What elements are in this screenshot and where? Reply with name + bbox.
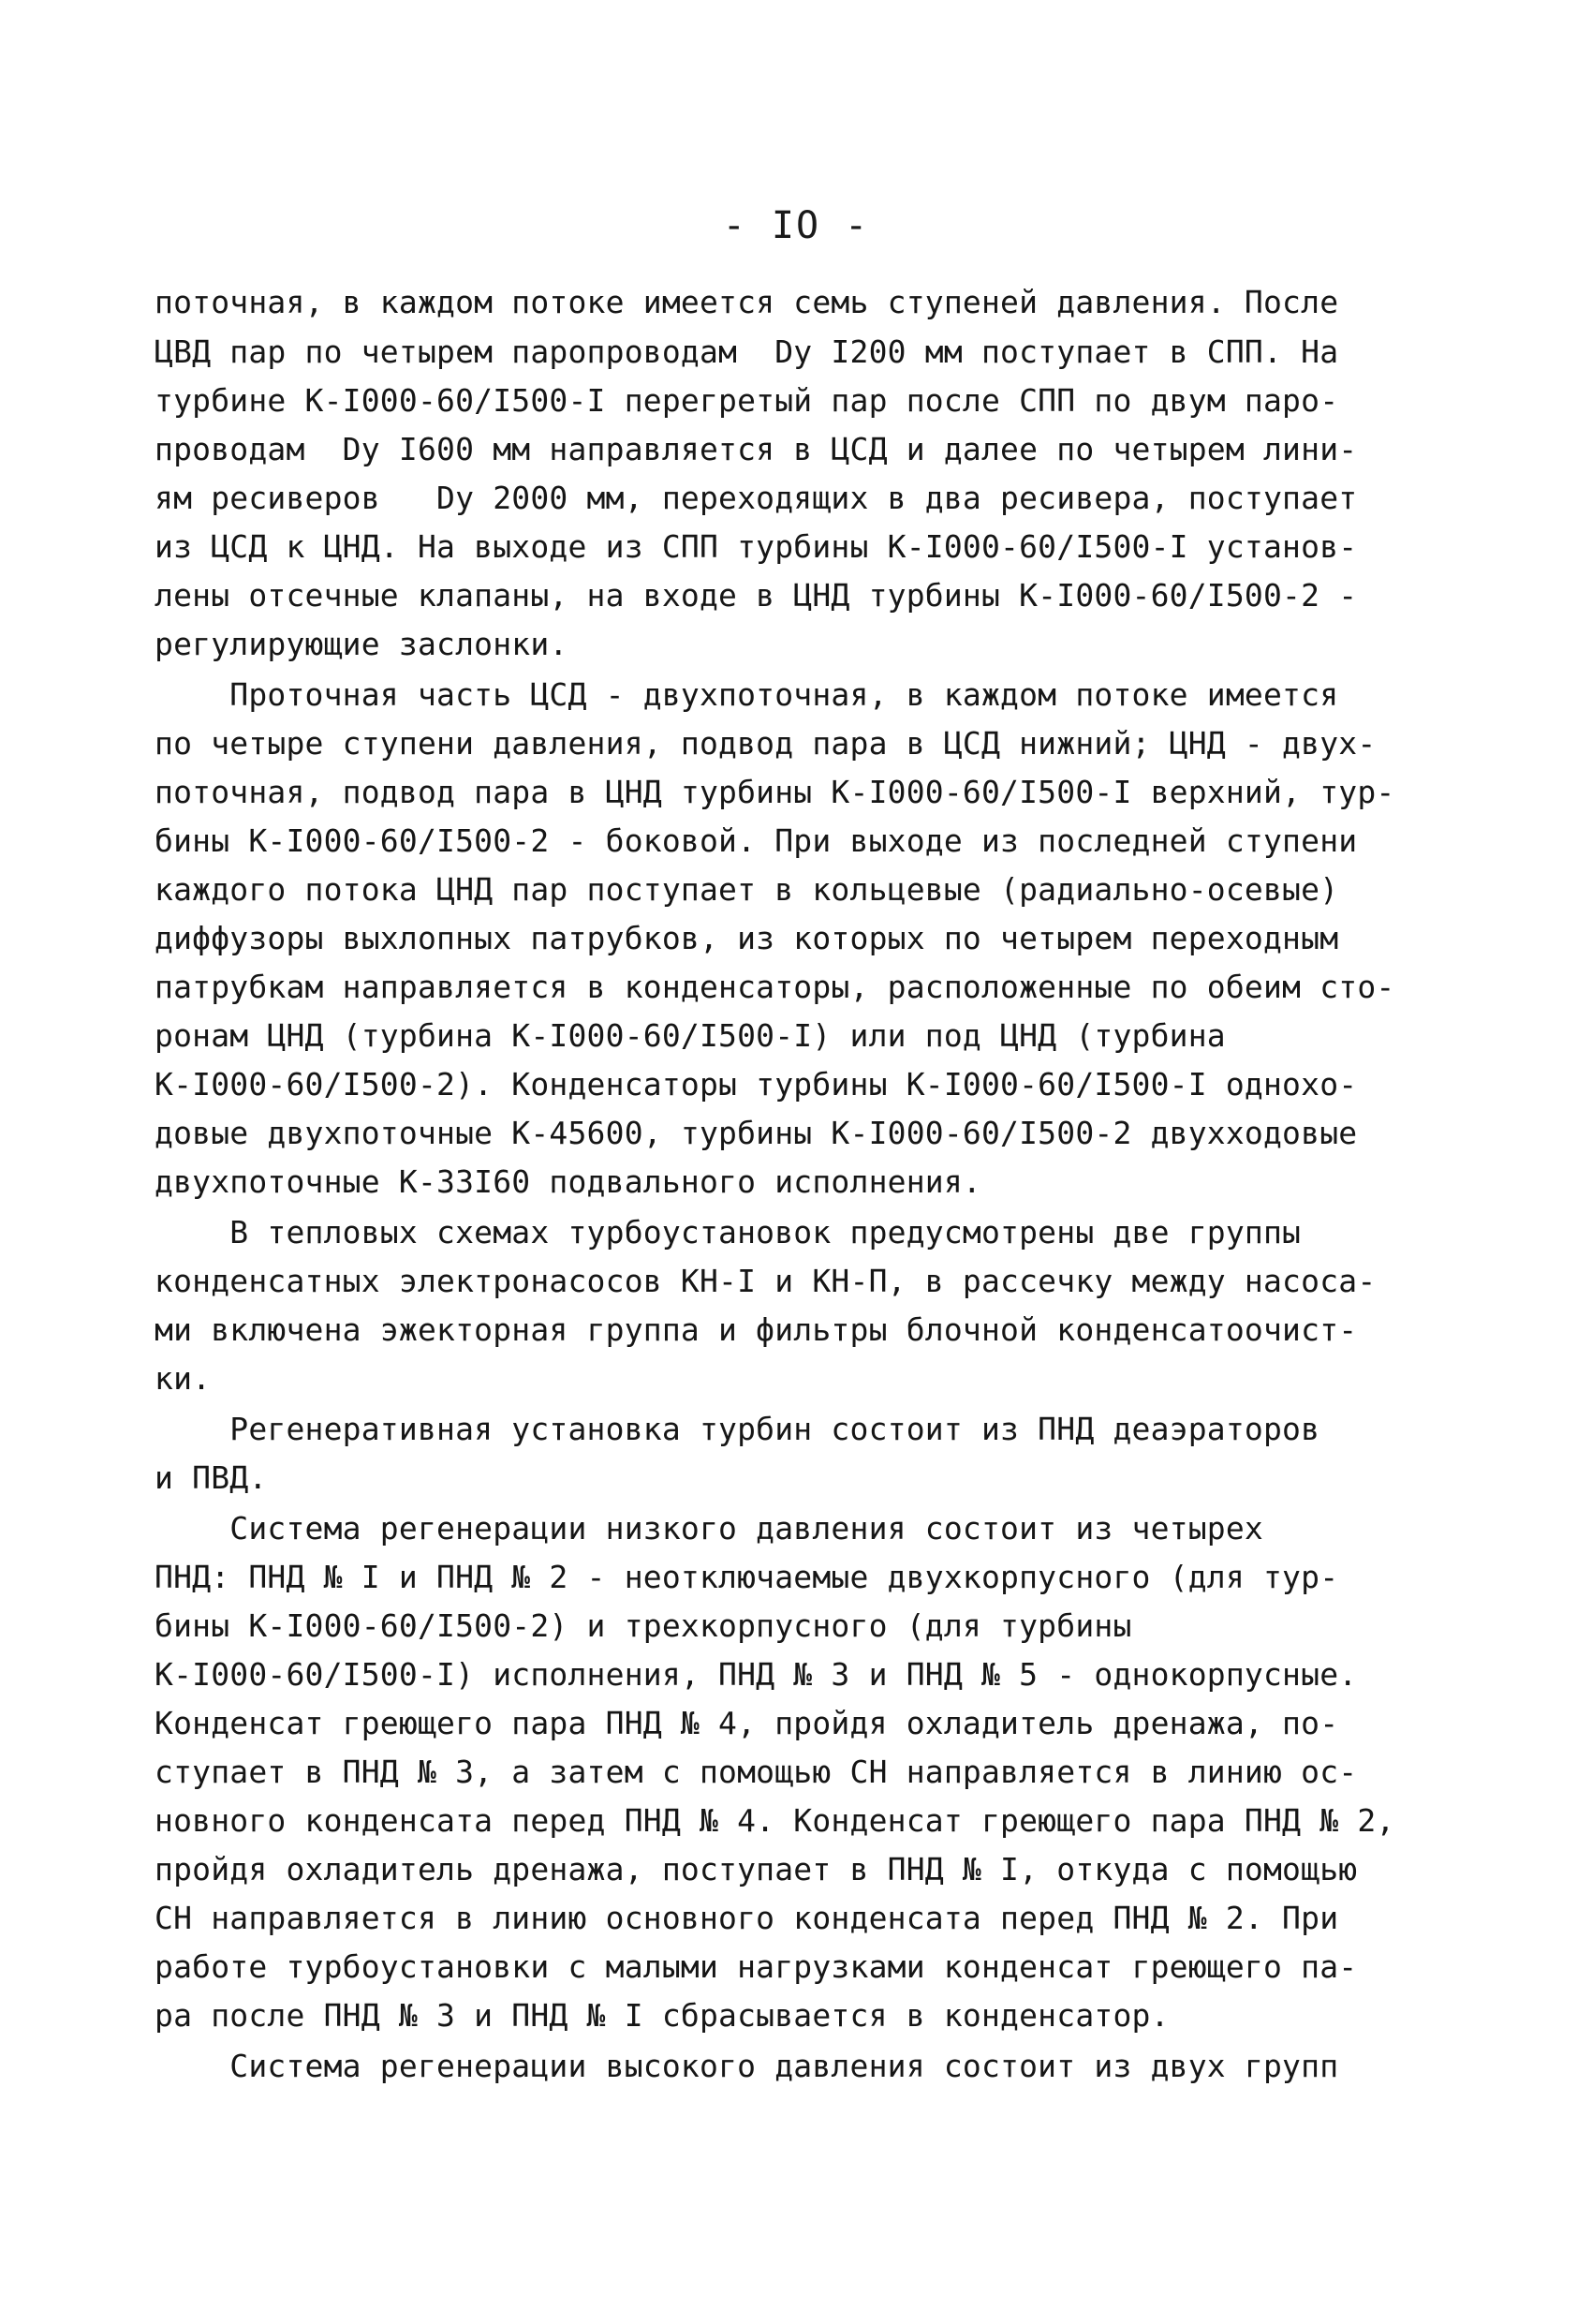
text-line: ронам ЦНД (турбина К-I000-60/I500-I) или под ЦНД (турбина [155,1017,1226,1054]
text-line: патрубкам направляется в конденсаторы, расположенные по обеим сто- [155,969,1395,1005]
text-line: В тепловых схемах турбоустановок предусмотрены две группы [155,1214,1302,1251]
text-line: каждого потока ЦНД пар поступает в кольцевые (радиально-осевые) [155,871,1339,908]
text-line: Регенеративная установка турбин состоит из ПНД деаэраторов [155,1411,1320,1447]
text-line: диффузоры выхлопных патрубков, из которых по четырем переходным [155,920,1339,956]
text-line: бины К-I000-60/I500-2 - боковой. При выходе из последней ступени [155,822,1358,859]
text-line: поточная, подвод пара в ЦНД турбины К-I000-60/I500-I верхний, тур- [155,774,1395,810]
text-line: и ПВД. [155,1459,268,1496]
text-line: Конденсат греющего пара ПНД № 4, пройдя охладитель дренажа, по- [155,1705,1339,1741]
text-line: поточная, в каждом потоке имеется семь ступеней давления. После [155,284,1339,320]
text-line: ям ресиверов Dу 2000 мм, переходящих в два ресивера, поступает [155,480,1358,516]
text-line: проводам Dу I600 мм направляется в ЦСД и далее по четырем лини- [155,431,1358,467]
text-line: регулирующие заслонки. [155,626,568,662]
text-line: лены отсечные клапаны, на входе в ЦНД турбины К-I000-60/I500-2 - [155,577,1358,614]
text-line: двухпоточные К-33I60 подвального исполнения. [155,1163,981,1200]
text-line: К-I000-60/I500-I) исполнения, ПНД № 3 и ПНД № 5 - однокорпусные. [155,1656,1358,1693]
text-line: К-I000-60/I500-2). Конденсаторы турбины К-I000-60/I500-I одноxо- [155,1066,1358,1103]
text-line: из ЦСД к ЦНД. На выходе из СПП турбины К-I000-60/I500-I установ- [155,528,1358,565]
text-line: ми включена эжекторная группа и фильтры блочной конденсатоочист- [155,1311,1358,1348]
text-line: Система регенерации высокого давления состоит из двух групп [155,2048,1339,2084]
text-line: Система регенерации низкого давления состоит из четырех [155,1510,1263,1547]
text-line: ки. [155,1360,212,1397]
text-line: работе турбоустановки с малыми нагрузками конденсат греющего па- [155,1948,1358,1985]
text-line: конденсатных электронасосов КН-I и КН-П, в рассечку между насоса- [155,1263,1377,1299]
text-line: СН направляется в линию основного конденсата перед ПНД № 2. При [155,1900,1339,1936]
text-line: турбине К-I000-60/I500-I перегретый пар после СПП по двум паро- [155,382,1339,419]
text-line: ЦВД пар по четырем паропроводам Dу I200 мм поступает в СПП. На [155,333,1339,370]
page-number: - IO - [722,204,870,247]
text-line: ступает в ПНД № 3, а затем с помощью СН направляется в линию ос- [155,1754,1358,1790]
text-line: новного конденсата перед ПНД № 4. Конденсат греющего пара ПНД № 2, [155,1802,1395,1839]
text-line: ра после ПНД № 3 и ПНД № I сбрасывается в конденсатор. [155,1997,1170,2034]
text-line: пройдя охладитель дренажа, поступает в ПНД № I, откуда с помощью [155,1851,1358,1887]
text-line: по четыре ступени давления, подвод пара в ЦСД нижний; ЦНД - двух- [155,725,1377,762]
text-line: довые двухпоточные К-45600, турбины К-I000-60/I500-2 двухходовые [155,1115,1358,1151]
text-line: Проточная часть ЦСД - двухпоточная, в каждом потоке имеется [155,676,1339,713]
text-line: бины К-I000-60/I500-2) и трехкорпусного (для турбины [155,1607,1132,1644]
text-line: ПНД: ПНД № I и ПНД № 2 - неотключаемые двухкорпусного (для тур- [155,1559,1339,1595]
